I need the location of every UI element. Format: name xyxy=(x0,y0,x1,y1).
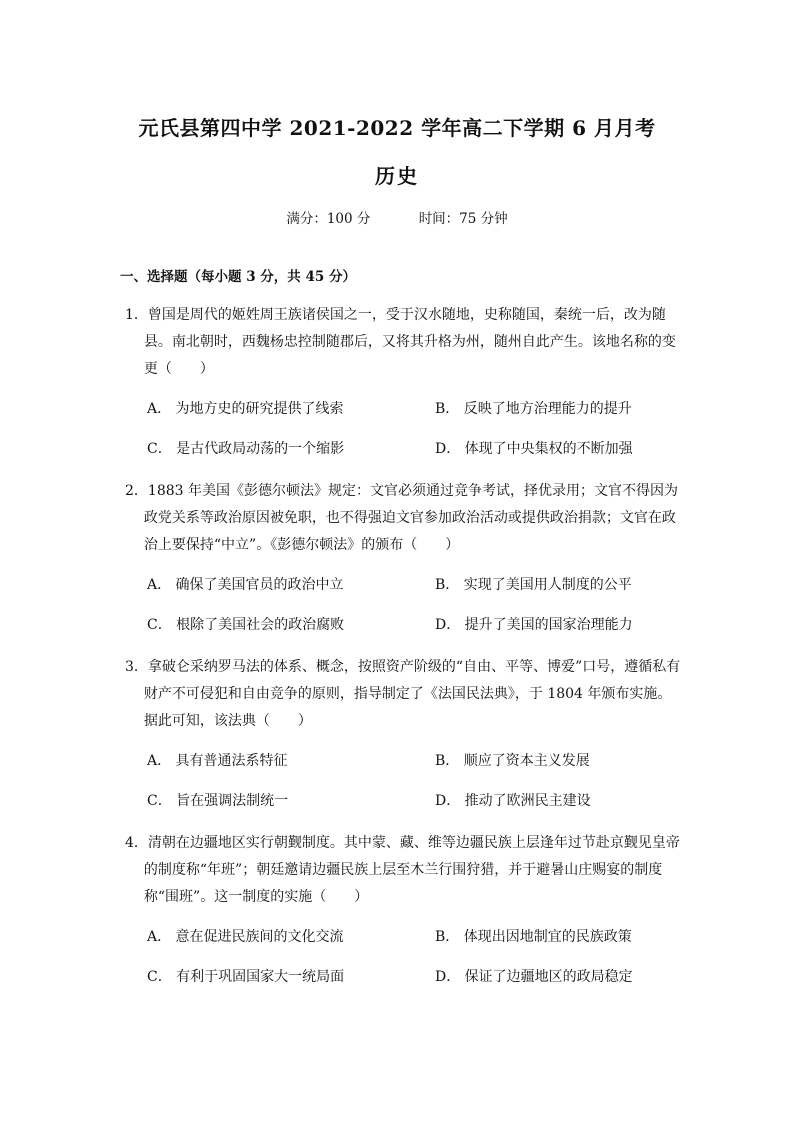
option-c: C． 是古代政局动荡的一个缩影 xyxy=(147,441,345,457)
exam-time: 时间：75 分钟 xyxy=(418,211,508,227)
option-b: B． 体现出因地制宜的民族政策 xyxy=(435,929,632,945)
full-score: 满分：100 分 xyxy=(286,211,371,227)
question-options xyxy=(125,572,685,652)
option-b: B． 反映了地方治理能力的提升 xyxy=(435,401,632,417)
option-a: A． 为地方史的研究提供了线索 xyxy=(147,401,344,417)
question-options xyxy=(125,748,685,828)
option-c: C． 旨在强调法制统一 xyxy=(147,793,289,809)
question-stem: 3．拿破仑采纳罗马法的体系、概念，按照资产阶级的“自由、平等、博爱”口号，遵循私有财产不可侵犯和自由竞争的原则，指导制定了《法国民法典》，于 1804 年颁布实施。据此可知，该法典（ ） xyxy=(125,659,681,729)
question-stem: 1．曾国是周代的姬姓周王族诸侯国之一，受于汉水随地，史称随国，秦统一后，改为随县。南北朝时，西魏杨忠控制随郡后，又将其升格为州，随州自此产生。该地名称的变更（ ） xyxy=(125,307,676,377)
question-1 xyxy=(125,302,685,476)
option-d: D． 提升了美国的国家治理能力 xyxy=(435,617,633,633)
option-b: B． 实现了美国用人制度的公平 xyxy=(435,577,632,593)
option-b: B． 顺应了资本主义发展 xyxy=(435,753,590,769)
question-3 xyxy=(125,654,685,828)
option-c: C． 根除了美国社会的政治腐败 xyxy=(147,617,345,633)
section-heading: 一、选择题（每小题 3 分，共 45 分） xyxy=(120,269,356,285)
option-a: A． 确保了美国官员的政治中立 xyxy=(147,577,344,593)
question-stem: 4．清朝在边疆地区实行朝觐制度。其中蒙、藏、维等边疆民族上层逢年过节赴京觐见皇帝的制度称“年班”；朝廷邀请边疆民族上层至木兰行围狩猎，并于避暑山庄赐宴的制度称“围班”。这一制度的实施（ ） xyxy=(125,835,680,905)
exam-meta xyxy=(0,207,794,227)
question-2 xyxy=(125,478,685,652)
option-d: D． 体现了中央集权的不断加强 xyxy=(435,441,633,457)
option-c: C． 有利于巩固国家大一统局面 xyxy=(147,969,345,985)
option-a: A． 具有普通法系特征 xyxy=(147,753,288,769)
exam-title: 元氏县第四中学 2021-2022 学年高二下学期 6 月月考 xyxy=(138,116,656,140)
option-a: A． 意在促进民族间的文化交流 xyxy=(147,929,344,945)
option-d: D． 保证了边疆地区的政局稳定 xyxy=(435,969,633,985)
question-stem: 2．1883 年美国《彭德尔顿法》规定：文官必须通过竞争考试，择优录用；文官不得因为政党关系等政治原因被免职，也不得强迫文官参加政治活动或提供政治捐款；文官在政治上要保持“中立”。《彭德尔顿法》的颁布（ ） xyxy=(125,483,678,553)
question-options xyxy=(125,396,685,476)
question-options xyxy=(125,924,685,1004)
question-4 xyxy=(125,830,685,1004)
option-d: D． 推动了欧洲民主建设 xyxy=(435,793,591,809)
exam-subject: 历史 xyxy=(375,164,419,188)
